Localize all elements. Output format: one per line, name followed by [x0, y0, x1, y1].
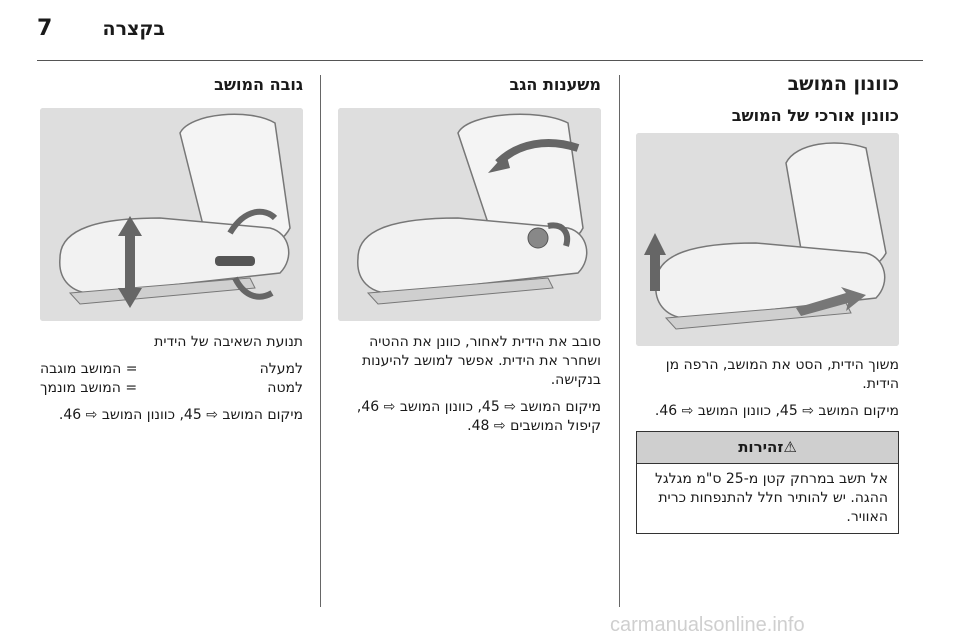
- column-seat-height: [40, 75, 303, 433]
- backrest-illustration: [338, 108, 601, 321]
- height-reference-text: מיקום המושב ⇨ 45, כוונון המושב ⇨ 46.: [58, 407, 303, 423]
- list-item: [40, 360, 303, 379]
- seat-height-illustration: [40, 108, 303, 321]
- seat-reference-text: מיקום המושב ⇨ 45, כוונון המושב ⇨ 46.: [654, 403, 899, 419]
- watermark: carmanualsonline.info: [610, 614, 805, 636]
- option-value: = המושב מונמך: [40, 380, 138, 396]
- column-divider-left: [320, 75, 321, 607]
- section-subheading: כוונון אורכי של המושב: [731, 106, 899, 125]
- list-item: [40, 379, 303, 398]
- height-intro-text: תנועת השאיבה של הידית: [154, 334, 303, 350]
- section-heading: גובה המושב: [214, 75, 303, 94]
- page-title: בקצרה: [102, 18, 165, 40]
- warning-text: אל תשב במרחק קטן מ-25 ס"מ מגלגל ההגה. יש להותיר חלל להתנפחות כרית האוויר.: [654, 471, 888, 525]
- header-rule: [37, 60, 923, 61]
- column-divider-right: [619, 75, 620, 607]
- option-label: למטה: [267, 380, 303, 396]
- seat-body-text: משוך הידית, הסט את המושב, הרפה מן הידית.: [665, 357, 899, 392]
- column-seat-adjustment: [636, 75, 899, 534]
- option-label: למעלה: [259, 361, 303, 377]
- height-option-list: [40, 360, 303, 398]
- section-heading: משענות הגב: [509, 75, 601, 94]
- option-value: = המושב מוגבה: [40, 361, 138, 377]
- backrest-reference-text: מיקום המושב ⇨ 45, כוונון המושב ⇨ 46, קיפול המושבים ⇨ 48.: [356, 399, 601, 434]
- section-heading: כוונון המושב: [787, 73, 899, 95]
- column-backrest: [338, 75, 601, 444]
- warning-title: ⚠זהירות: [637, 432, 898, 464]
- page-number: 7: [37, 16, 53, 41]
- backrest-body-text: סובב את הידית לאחור, כוונן את ההטיה ושחרר את הידית. אפשר למושב להיענות בנקישה.: [361, 334, 601, 388]
- warning-box: [636, 431, 899, 534]
- seat-longitudinal-illustration: [636, 133, 899, 346]
